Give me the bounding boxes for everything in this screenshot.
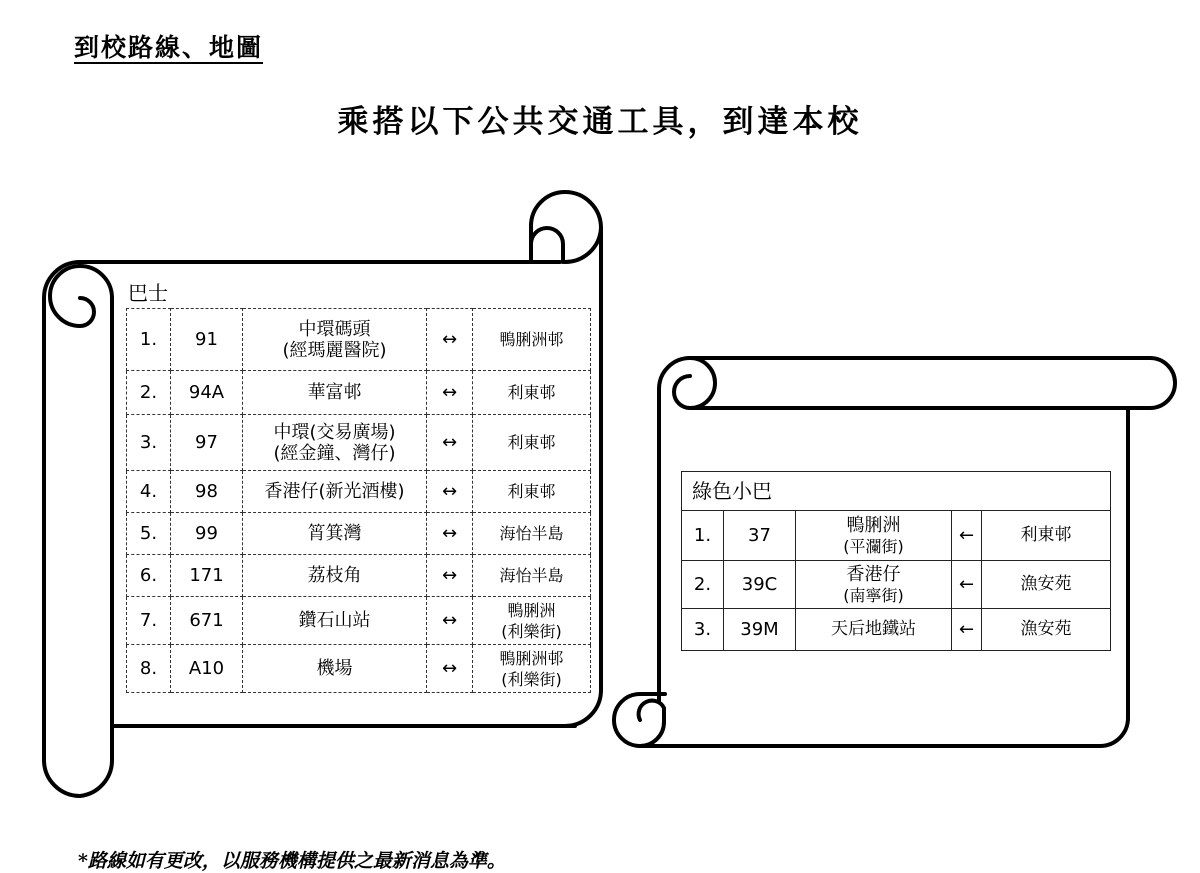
row-number: 5. bbox=[127, 513, 171, 555]
route-origin bbox=[796, 511, 952, 561]
origin-name: 中環(交易廣場) bbox=[273, 421, 396, 443]
minibus-heading: 綠色小巴 bbox=[682, 472, 1111, 511]
row-number: 3. bbox=[127, 415, 171, 471]
table-row bbox=[127, 415, 591, 471]
route-origin: 荔枝角 bbox=[243, 555, 427, 597]
direction-arrow: ↔ bbox=[427, 309, 473, 371]
page-subtitle: 乘搭以下公共交通工具，到達本校 bbox=[337, 104, 863, 140]
table-row bbox=[127, 371, 591, 415]
table-row bbox=[127, 309, 591, 371]
table-row bbox=[682, 561, 1111, 609]
row-number: 1. bbox=[682, 511, 724, 561]
route-destination: 漁安苑 bbox=[982, 561, 1111, 609]
route-number: 39M bbox=[724, 609, 796, 651]
route-number: 39C bbox=[724, 561, 796, 609]
route-origin: 香港仔(新光酒樓) bbox=[243, 471, 427, 513]
direction-arrow: ← bbox=[952, 609, 982, 651]
route-number: 671 bbox=[171, 597, 243, 645]
table-row bbox=[127, 555, 591, 597]
route-origin bbox=[243, 415, 427, 471]
route-number: 91 bbox=[171, 309, 243, 371]
origin-note: (經金鐘、灣仔) bbox=[273, 442, 396, 464]
destination-name: 鴨脷洲邨 bbox=[499, 330, 564, 349]
origin-note: (平瀾街) bbox=[843, 536, 904, 556]
destination-note: (利樂街) bbox=[501, 621, 562, 641]
table-row bbox=[682, 511, 1111, 561]
footnote: *路線如有更改，以服務機構提供之最新消息為準。 bbox=[78, 850, 506, 872]
minibus-scroll-outline bbox=[690, 358, 1175, 408]
row-number: 7. bbox=[127, 597, 171, 645]
direction-arrow: ← bbox=[952, 561, 982, 609]
route-destination: 利東邨 bbox=[473, 371, 591, 415]
route-destination: 利東邨 bbox=[473, 471, 591, 513]
table-row bbox=[682, 609, 1111, 651]
route-number: 94A bbox=[171, 371, 243, 415]
route-origin: 鑽石山站 bbox=[243, 597, 427, 645]
direction-arrow: ↔ bbox=[427, 555, 473, 597]
route-destination bbox=[473, 597, 591, 645]
route-destination: 海怡半島 bbox=[473, 513, 591, 555]
row-number: 3. bbox=[682, 609, 724, 651]
route-number: 171 bbox=[171, 555, 243, 597]
destination-name: 鴨脷洲邨 bbox=[499, 648, 564, 668]
route-number: A10 bbox=[171, 645, 243, 693]
origin-note: (經瑪麗醫院) bbox=[282, 339, 387, 361]
route-origin: 機場 bbox=[243, 645, 427, 693]
route-destination: 漁安苑 bbox=[982, 609, 1111, 651]
route-number: 99 bbox=[171, 513, 243, 555]
destination-note: (利樂街) bbox=[501, 669, 562, 689]
route-number: 97 bbox=[171, 415, 243, 471]
row-number: 4. bbox=[127, 471, 171, 513]
origin-name: 鴨脷洲 bbox=[846, 514, 901, 536]
route-origin bbox=[796, 561, 952, 609]
table-row bbox=[127, 513, 591, 555]
route-destination: 利東邨 bbox=[473, 415, 591, 471]
table-header-row bbox=[682, 472, 1111, 511]
bus-route-table bbox=[126, 308, 591, 693]
row-number: 2. bbox=[127, 371, 171, 415]
table-row bbox=[127, 597, 591, 645]
route-destination: 海怡半島 bbox=[473, 555, 591, 597]
route-number: 37 bbox=[724, 511, 796, 561]
route-destination bbox=[473, 645, 591, 693]
direction-arrow: ← bbox=[952, 511, 982, 561]
minibus-route-table bbox=[681, 471, 1111, 651]
route-origin: 華富邨 bbox=[243, 371, 427, 415]
bus-section bbox=[126, 280, 592, 693]
route-destination: 利東邨 bbox=[982, 511, 1111, 561]
direction-arrow: ↔ bbox=[427, 415, 473, 471]
route-origin bbox=[243, 309, 427, 371]
table-row bbox=[127, 471, 591, 513]
direction-arrow: ↔ bbox=[427, 471, 473, 513]
table-row bbox=[127, 645, 591, 693]
origin-name: 中環碼頭 bbox=[298, 318, 371, 340]
route-number: 98 bbox=[171, 471, 243, 513]
route-destination bbox=[473, 309, 591, 371]
origin-note: (南寧街) bbox=[843, 585, 904, 605]
row-number: 1. bbox=[127, 309, 171, 371]
page-title: 到校路線、地圖 bbox=[74, 33, 264, 62]
row-number: 2. bbox=[682, 561, 724, 609]
route-origin: 筲箕灣 bbox=[243, 513, 427, 555]
direction-arrow: ↔ bbox=[427, 645, 473, 693]
direction-arrow: ↔ bbox=[427, 371, 473, 415]
row-number: 6. bbox=[127, 555, 171, 597]
direction-arrow: ↔ bbox=[427, 597, 473, 645]
origin-name: 香港仔 bbox=[846, 563, 901, 585]
direction-arrow: ↔ bbox=[427, 513, 473, 555]
route-origin: 天后地鐵站 bbox=[796, 609, 952, 651]
destination-name: 鴨脷洲 bbox=[507, 600, 556, 620]
minibus-section bbox=[681, 471, 1110, 651]
bus-heading: 巴士 bbox=[128, 281, 168, 305]
row-number: 8. bbox=[127, 645, 171, 693]
